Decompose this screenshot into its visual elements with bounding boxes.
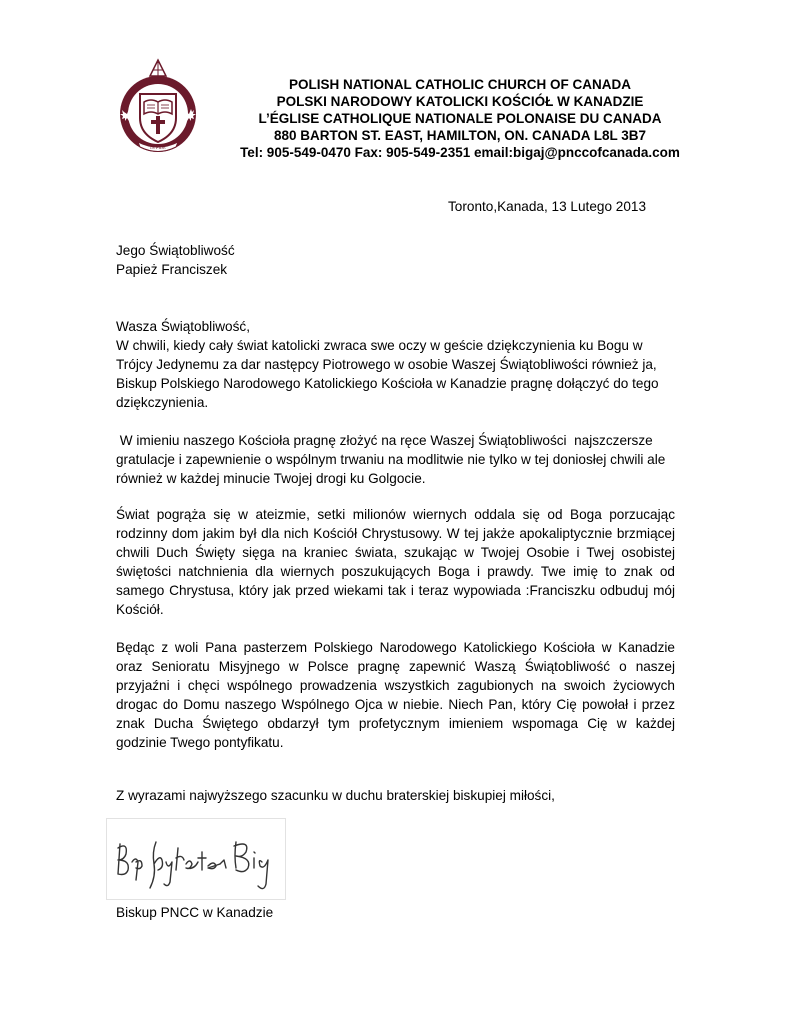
seal-motto: IN FIDE <box>150 145 166 150</box>
closing-line: Z wyrazami najwyższego szacunku w duchu braterskiej biskupiej miłości, <box>116 788 555 803</box>
paragraph-4: Będąc z woli Pana pasterzem Polskiego Narodowego Katolickiego Kościoła w Kanadzie oraz Senioratu Misyjnego w Polsce pragnę zapewnić Waszą Świątobliwość o naszej przyjaźni i chęci wspólnego prowadzenia wszystkich zagubionych na swoich życiowych drogac do Domu naszego Wspólnego Ojca w niebie. Niech Pan, który Cię powołał i przez znak Ducha Świętego obdarzył tym profetycznym imieniem wspomaga Cię w każdej godzinie Twego pontyfikatu. <box>116 640 675 750</box>
paragraph-3: Świat pogrąża się w ateizmie, setki milionów wiernych oddala się od Boga porzucając rodzinny dom jakim był dla nich Kościół Chrystusowy. W tej jakże apokaliptycznie brzmiącej chwili Duch Święty sięga na kraniec świata, szukając w Twojej Osobie i Twej osobistej świętości natchnienia dla wiernych poszukujących Boga i prawdy. Twe imię to znak od samego Chrystusa, który jak przed wiekami tak i teraz wypowiada :Franciszku odbuduj mój Kościół. <box>116 507 675 617</box>
org-address: 880 BARTON ST. EAST, HAMILTON, ON. CANADA L8L 3B7 <box>273 128 647 143</box>
org-name-polish: POLSKI NARODOWY KATOLICKI KOŚCIÓŁ W KANADZIE <box>276 94 644 109</box>
org-contact: Tel: 905-549-0470 Fax: 905-549-2351 email:bigaj@pnccofcanada.com <box>240 145 680 160</box>
recipient-title: Jego Świątobliwość <box>116 243 235 258</box>
letterhead <box>114 56 714 166</box>
paragraph-1: W chwili, kiedy cały świat katolicki zwraca swe oczy w geście dziękczynienia ku Bogu w Trójcy Jedynemu za dar następcy Piotrowego w osobie Waszej Świątobliwości również ja, Biskup Polskiego Narodowego Katolickiego Kościoła w Kanadzie pragnę dołączyć do tego dziękczynienia. <box>116 338 659 410</box>
salutation: Wasza Świątobliwość, <box>116 319 250 334</box>
church-seal-logo <box>114 56 202 156</box>
paragraph-2: W imieniu naszego Kościoła pragnę złożyć na ręce Waszej Świątobliwości najszczersze gratulacje i zapewnienie o wspólnym trwaniu na modlitwie nie tylko w tej doniosłej chwili ale również w każdej minucie Twojej drogi ku Golgocie. <box>116 433 670 486</box>
org-name-english: POLISH NATIONAL CATHOLIC CHURCH OF CANADA <box>289 77 631 92</box>
org-name-french: L’ÉGLISE CATHOLIQUE NATIONALE POLONAISE DU CANADA <box>258 111 662 126</box>
organization-header <box>206 76 714 161</box>
handwritten-signature <box>106 818 286 900</box>
recipient-name: Papież Franciszek <box>116 262 228 277</box>
recipient-block <box>116 241 235 279</box>
letter-date: Toronto,Kanada, 13 Lutego 2013 <box>448 199 647 214</box>
signer-title: Biskup PNCC w Kanadzie <box>116 905 274 920</box>
